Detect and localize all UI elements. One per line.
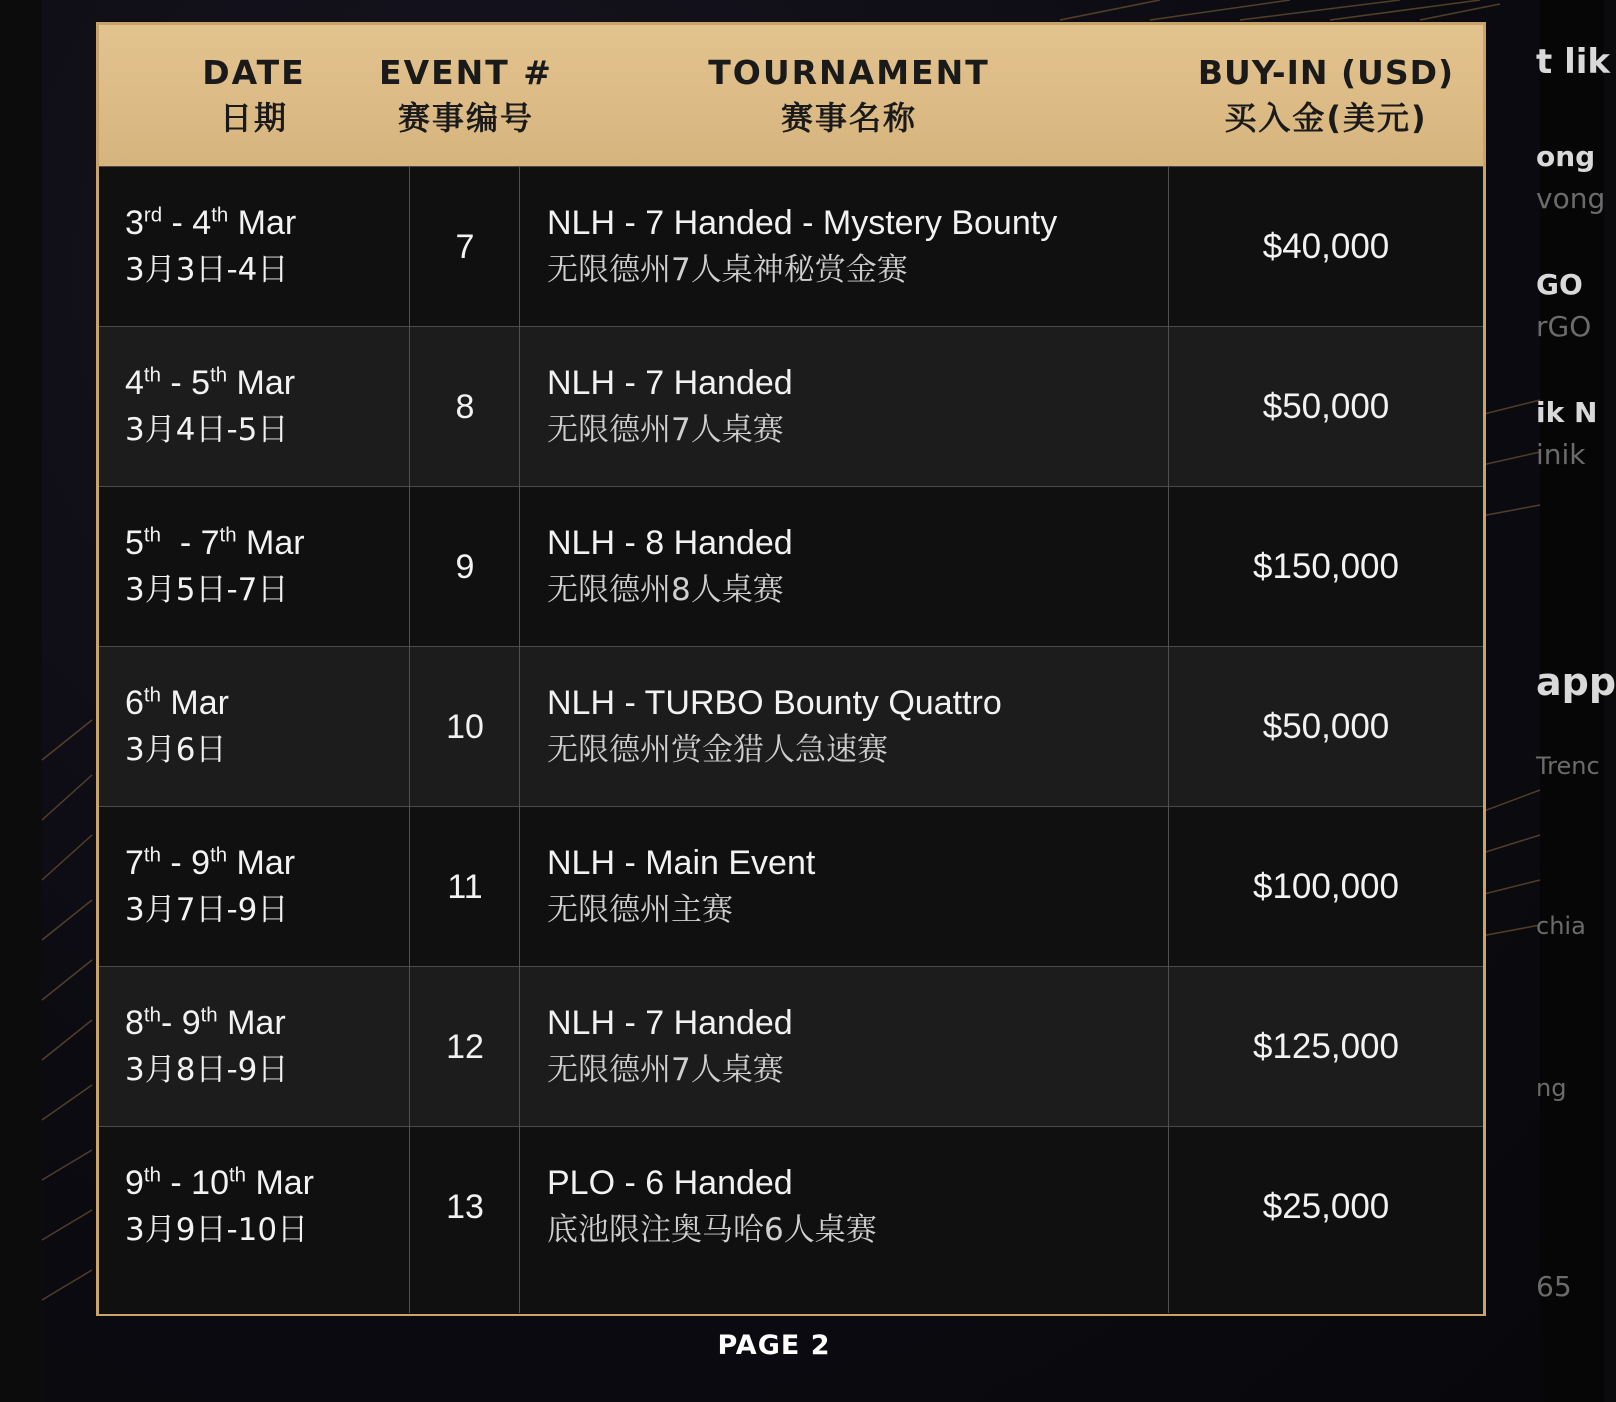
tournament-name-en: PLO - 6 Handed (547, 1164, 793, 1202)
row-date (125, 167, 296, 327)
header-tournament-zh: 赛事名称 (780, 98, 917, 137)
date-en: 7th - 9th Mar (125, 844, 296, 882)
event-number: 9 (455, 547, 475, 586)
date-en: 9th - 10th Mar (125, 1164, 315, 1202)
date-zh: 3月4日-5日 (125, 412, 289, 448)
buyin-amount: $25,000 (1262, 1187, 1390, 1226)
peek-text-7: inik (1536, 438, 1586, 471)
header-date (129, 25, 379, 166)
table-row (99, 166, 1483, 327)
table-row (99, 326, 1483, 487)
tournament-name (547, 807, 1187, 967)
tournament-name (547, 327, 1187, 487)
buyin-amount: $40,000 (1262, 227, 1390, 266)
tournament-name-en: NLH - TURBO Bounty Quattro (547, 684, 1002, 722)
tournament-name-en: NLH - 7 Handed (547, 1004, 793, 1042)
date-en: 4th - 5th Mar (125, 364, 296, 402)
buyin-amount: $150,000 (1253, 547, 1399, 586)
event-number: 10 (446, 707, 484, 746)
tournament-name-zh: 底池限注奥马哈6人桌赛 (547, 1212, 877, 1248)
header-tournament (599, 25, 1099, 166)
event-number: 13 (446, 1187, 484, 1226)
tournament-name (547, 967, 1187, 1127)
event-number: 12 (446, 1027, 484, 1066)
tournament-name-zh: 无限德州主赛 (547, 892, 733, 928)
row-date (125, 807, 295, 967)
tournament-name (547, 167, 1187, 327)
tournament-name-zh: 无限德州8人桌赛 (547, 572, 784, 608)
header-date-zh: 日期 (219, 98, 288, 137)
header-event-zh: 赛事编号 (397, 98, 534, 137)
buyin-amount: $50,000 (1262, 707, 1390, 746)
tournament-name-zh: 无限德州赏金猎人急速赛 (547, 732, 888, 768)
date-en: 8th- 9th Mar (125, 1004, 286, 1042)
column-divider (409, 166, 410, 1313)
header-buyin (1169, 25, 1483, 166)
table-row (99, 966, 1483, 1127)
date-en: 3rd - 4th Mar (125, 204, 297, 242)
page-label: PAGE 2 (717, 1330, 831, 1361)
tournament-name-en: NLH - Main Event (547, 844, 816, 882)
header-date-en: DATE (202, 52, 306, 92)
header-buyin-en: BUY-IN (USD) (1197, 52, 1455, 92)
header-event (371, 25, 561, 166)
date-zh: 3月9日-10日 (125, 1212, 309, 1248)
row-date (125, 487, 305, 647)
tournament-name-zh: 无限德州7人桌神秘赏金赛 (547, 252, 908, 288)
row-date (125, 967, 288, 1127)
peek-text-3: vong (1536, 182, 1606, 215)
header-event-en: EVENT # (379, 52, 553, 92)
date-zh: 3月7日-9日 (125, 892, 289, 928)
peek-text-8: app (1536, 660, 1616, 704)
date-zh: 3月6日 (125, 732, 227, 768)
date-zh: 3月8日-9日 (125, 1052, 289, 1088)
date-zh: 3月3日-4日 (125, 252, 289, 288)
header-tournament-en: TOURNAMENT (708, 52, 990, 92)
tournament-name (547, 487, 1187, 647)
peek-text-10: chia (1536, 912, 1586, 940)
buyin-amount: $50,000 (1262, 387, 1390, 426)
tournament-name-en: NLH - 7 Handed (547, 364, 793, 402)
tournament-name (547, 647, 1187, 807)
column-divider (519, 166, 520, 1313)
event-number: 11 (447, 867, 483, 906)
table-row (99, 806, 1483, 967)
date-en: 6th Mar (125, 684, 229, 722)
buyin-amount: $100,000 (1253, 867, 1399, 906)
tournament-name-en: NLH - 7 Handed - Mystery Bounty (547, 204, 1058, 242)
peek-text-9: Trenc (1536, 752, 1600, 780)
peek-text-4: GO (1536, 268, 1583, 301)
tournament-name-zh: 无限德州7人桌赛 (547, 412, 784, 448)
header-buyin-zh: 买入金(美元) (1224, 98, 1428, 137)
tournament-name (547, 1127, 1187, 1287)
table-row (99, 646, 1483, 807)
date-zh: 3月5日-7日 (125, 572, 289, 608)
tournament-name-zh: 无限德州7人桌赛 (547, 1052, 784, 1088)
tournament-name-en: NLH - 8 Handed (547, 524, 793, 562)
table-header (99, 25, 1483, 166)
date-en: 5th - 7th Mar (125, 524, 305, 562)
event-number: 7 (455, 227, 475, 266)
row-date (125, 1127, 314, 1287)
table-row (99, 1126, 1483, 1314)
peek-text-11: ng (1536, 1074, 1567, 1102)
event-number: 8 (455, 387, 475, 426)
peek-text-2: ong (1536, 140, 1596, 173)
column-divider (1168, 166, 1169, 1313)
peek-text-12: 65 (1536, 1270, 1572, 1303)
row-date (125, 327, 295, 487)
peek-text-1: t lik (1536, 42, 1611, 82)
row-date (125, 647, 229, 807)
schedule-table (96, 22, 1486, 1316)
peek-text-5: rGO (1536, 310, 1592, 343)
peek-text-6: ik N (1536, 396, 1598, 429)
buyin-amount: $125,000 (1253, 1027, 1399, 1066)
table-row (99, 486, 1483, 647)
